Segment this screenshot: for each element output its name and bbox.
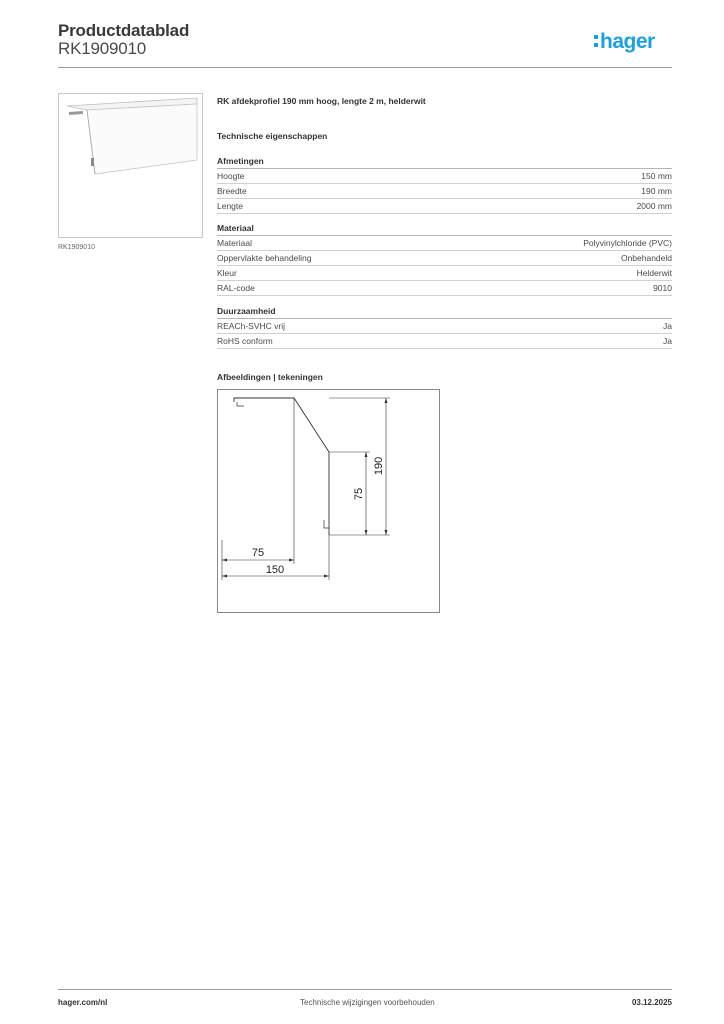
- spec-label: Kleur: [217, 268, 237, 278]
- tech-properties-title: Technische eigenschappen: [217, 131, 328, 141]
- website-link[interactable]: hager.com/nl: [58, 998, 108, 1007]
- profile-outline: [234, 398, 329, 535]
- spec-label: Hoogte: [217, 171, 245, 181]
- spec-row: [217, 184, 672, 199]
- spec-value: Ja: [663, 321, 672, 331]
- spec-value: Helderwit: [636, 268, 672, 278]
- product-image: [58, 93, 203, 238]
- spec-row: [217, 319, 672, 334]
- section-title: Materiaal: [217, 222, 672, 236]
- footer-disclaimer: Technische wijzigingen voorbehouden: [300, 998, 435, 1007]
- spec-value: 150 mm: [641, 171, 672, 181]
- spec-value: 2000 mm: [636, 201, 672, 211]
- profile-bottom-hook: [324, 520, 329, 528]
- spec-value: Polyvinylchloride (PVC): [583, 238, 672, 248]
- spec-row: [217, 199, 672, 214]
- spec-row: [217, 334, 672, 349]
- section-dimensions: [217, 155, 672, 214]
- spec-row: [217, 266, 672, 281]
- drawings-title: Afbeeldingen | tekeningen: [217, 372, 323, 382]
- footer-date: 03.12.2025: [631, 998, 672, 1007]
- spec-row: [217, 281, 672, 296]
- spec-label: Lengte: [217, 201, 243, 211]
- dim-label-75-vertical: 75: [353, 487, 365, 501]
- spec-value: Onbehandeld: [620, 253, 672, 263]
- product-name: RK afdekprofiel 190 mm hoog, lengte 2 m, helderwit: [217, 96, 426, 106]
- section-material: [217, 222, 672, 296]
- image-caption: RK1909010: [58, 244, 95, 251]
- page-title: Productdatablad: [58, 21, 190, 40]
- article-number: RK1909010: [58, 39, 146, 58]
- spec-label: Oppervlakte behandeling: [217, 253, 312, 263]
- technical-drawing: [217, 389, 440, 613]
- logo-text: hager: [600, 30, 655, 53]
- hager-logo: [594, 26, 674, 56]
- spec-value: Ja: [663, 336, 672, 346]
- section-sustainability: [217, 305, 672, 349]
- spec-label: RoHS conform: [217, 336, 273, 346]
- spec-row: [217, 251, 672, 266]
- spec-row: [217, 169, 672, 184]
- dim-label-150: 150: [265, 564, 285, 576]
- spec-label: REACh-SVHC vrij: [217, 321, 286, 331]
- header-divider: [58, 67, 672, 68]
- spec-value: 9010: [653, 283, 672, 293]
- section-title: Afmetingen: [217, 155, 672, 169]
- dim-label-190: 190: [373, 456, 385, 476]
- profile-top-hook: [237, 402, 244, 406]
- spec-label: Breedte: [217, 186, 247, 196]
- spec-label: RAL-code: [217, 283, 255, 293]
- spec-row: [217, 236, 672, 251]
- dim-label-75-horizontal: 75: [251, 547, 265, 559]
- spec-value: 190 mm: [641, 186, 672, 196]
- footer-divider: [58, 989, 672, 990]
- spec-label: Materiaal: [217, 238, 252, 248]
- section-title: Duurzaamheid: [217, 305, 672, 319]
